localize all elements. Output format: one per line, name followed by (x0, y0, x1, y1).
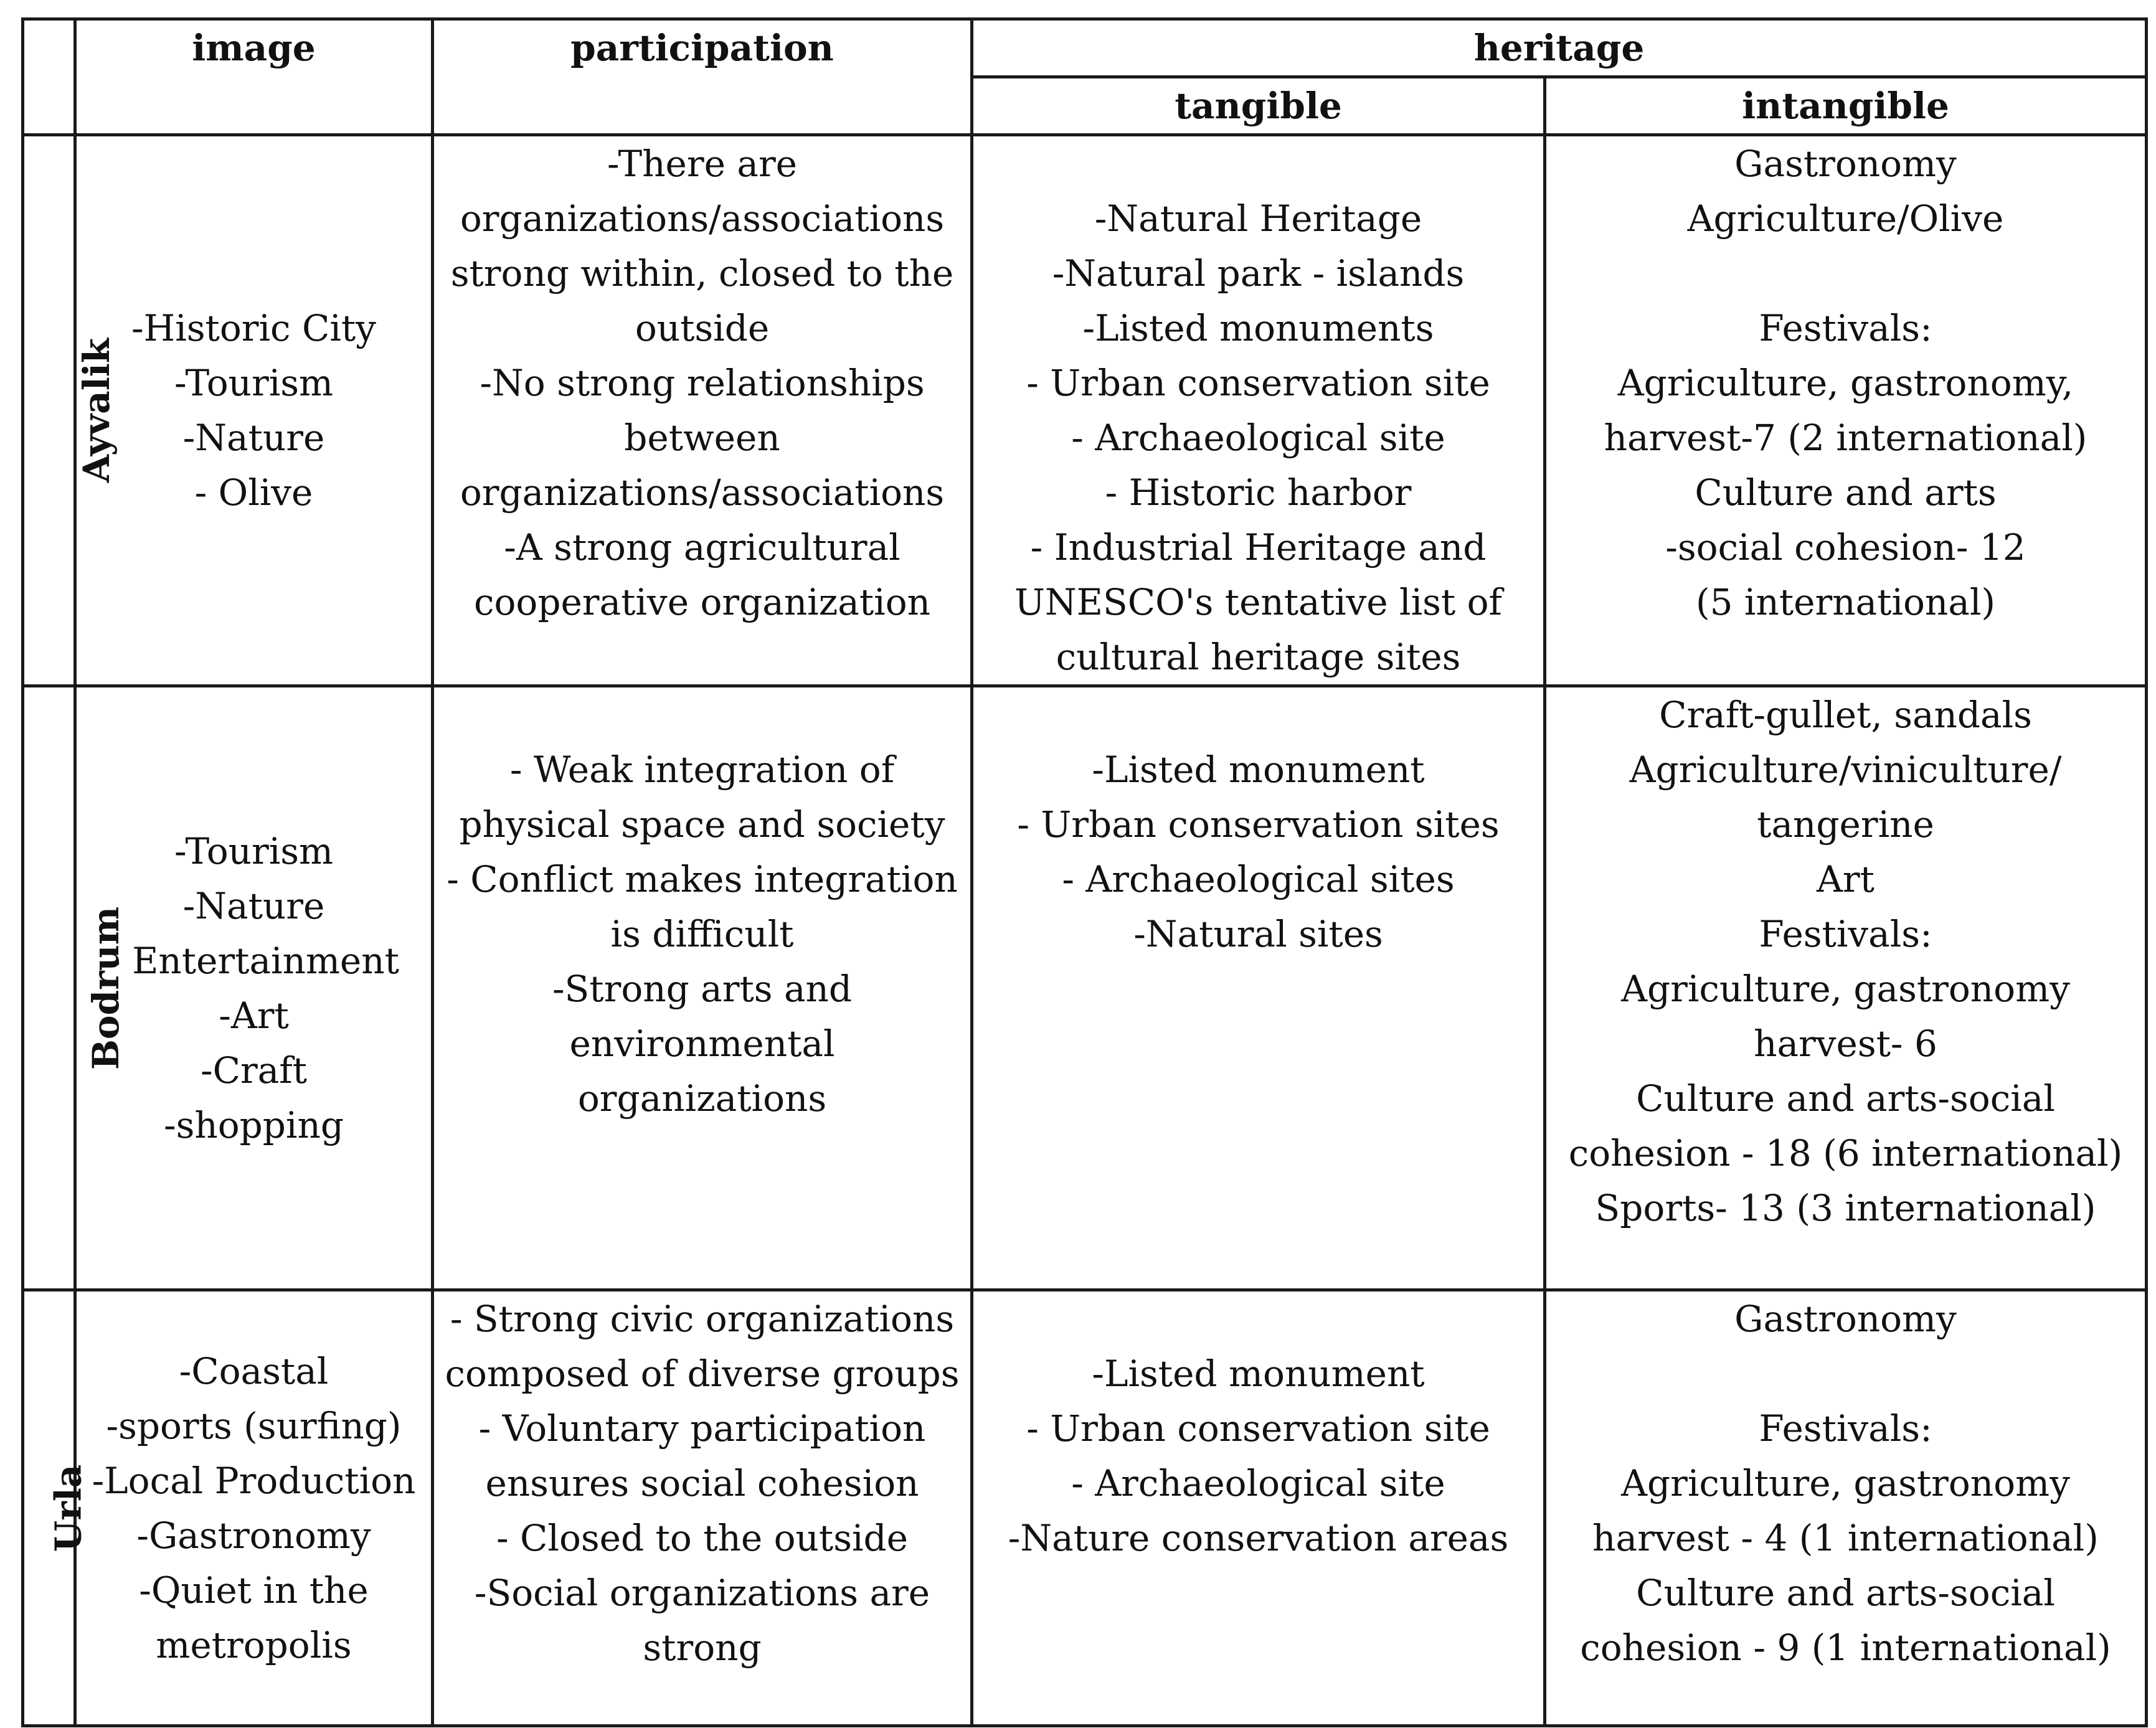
cell-line: harvest - 4 (1 international) (1592, 1517, 2099, 1559)
row-label-urla (23, 1290, 90, 1726)
cell-line: -Tourism (174, 829, 334, 872)
row-label-ayvalik (23, 135, 118, 686)
header-image: image (75, 19, 433, 135)
cell-participation (433, 1290, 972, 1726)
cell-line: - Archaeological sites (1062, 858, 1455, 900)
cell-line: - Olive (194, 471, 313, 514)
cell-line: metropolis (156, 1623, 352, 1666)
cell-line: Craft-gullet, sandals (1659, 694, 2032, 736)
cell-line: - Archaeological site (1071, 1462, 1445, 1504)
cell-image (75, 1290, 433, 1726)
cell-line: Festivals: (1759, 913, 1932, 955)
cell-line: Sports- 13 (3 international) (1595, 1187, 2096, 1229)
cell-line: - Urban conservation site (1026, 362, 1490, 404)
cell-line: cohesion - 18 (6 international) (1568, 1132, 2123, 1174)
cell-line: tangerine (1757, 803, 1934, 846)
cell-line: physical space and society (459, 803, 945, 846)
header-row-1 (23, 19, 2147, 77)
cell-line: -There are (607, 143, 797, 185)
cell-line: Culture and arts-social (1636, 1077, 2055, 1120)
cell-line: Art (1817, 858, 1875, 900)
cell-line: -Listed monument (1092, 748, 1425, 791)
cell-line: - Historic harbor (1105, 471, 1412, 514)
cell-line: -shopping (164, 1103, 344, 1146)
cell-line: cultural heritage sites (1056, 636, 1461, 678)
cell-line: -Nature (182, 884, 325, 927)
cell-tangible (972, 135, 1545, 686)
cell-line: Agriculture/Olive (1687, 197, 2004, 240)
cell-intangible (1545, 135, 2147, 686)
cell-line: Festivals: (1759, 307, 1932, 349)
heritage-comparison-table (21, 17, 2148, 1727)
cell-line: -Strong arts and (552, 968, 853, 1010)
cell-line: - Entertainment (108, 939, 399, 982)
cell-line: Agriculture, gastronomy (1621, 968, 2070, 1010)
cell-line (1550, 246, 2141, 301)
cell-line: - Voluntary participation (478, 1407, 926, 1450)
cell-line: -Nature conservation areas (1008, 1517, 1509, 1559)
header-participation: participation (433, 19, 972, 135)
cell-line: -Natural park - islands (1052, 252, 1465, 295)
cell-line: Gastronomy (1734, 1298, 1957, 1340)
cell-line: Agriculture, gastronomy, (1617, 362, 2074, 404)
cell-line: composed of diverse groups (445, 1353, 960, 1395)
cell-line: - Conflict makes integration (447, 858, 958, 900)
cell-line: -Listed monuments (1082, 307, 1434, 349)
cell-line: -Gastronomy (136, 1514, 371, 1557)
cell-line: - Closed to the outside (496, 1517, 908, 1559)
cell-line: strong within, closed to the (450, 252, 954, 295)
cell-line: -Social organizations are (474, 1572, 930, 1614)
cell-intangible (1545, 686, 2147, 1290)
header-tangible: tangible (972, 77, 1545, 135)
cell-participation (433, 135, 972, 686)
cell-line: Festivals: (1759, 1407, 1932, 1450)
table-row (23, 1290, 2147, 1726)
cell-line: - Weak integration of (509, 748, 895, 791)
row-label-text: Urla (47, 1464, 90, 1552)
cell-line: harvest- 6 (1754, 1022, 1937, 1065)
cell-line: -Coastal (179, 1349, 329, 1392)
cell-line: outside (635, 307, 770, 349)
cell-line: (5 international) (1695, 581, 1996, 623)
header-intangible: intangible (1545, 77, 2147, 135)
cell-line: harvest-7 (2 international) (1604, 417, 2087, 459)
cell-line: -Quiet in the (139, 1569, 369, 1612)
cell-line: Agriculture, gastronomy (1621, 1462, 2070, 1504)
header-heritage: heritage (972, 19, 2147, 77)
cell-line: -Historic City (131, 307, 376, 349)
cell-tangible (972, 1290, 1545, 1726)
row-label-bodrum (23, 686, 128, 1290)
cell-line: Culture and arts-social (1636, 1572, 2055, 1614)
cell-line: - Urban conservation sites (1017, 803, 1500, 846)
cell-line (1550, 1346, 2141, 1401)
cell-line: -Craft (200, 1049, 308, 1092)
cell-line: - Strong civic organizations (450, 1298, 955, 1340)
corner-cell (23, 19, 75, 135)
cell-intangible (1545, 1290, 2147, 1726)
cell-line: organizations (577, 1077, 827, 1120)
cell-line: between (624, 417, 780, 459)
cell-line: ensures social cohesion (485, 1462, 919, 1504)
cell-line: cooperative organization (474, 581, 930, 623)
cell-line: -Natural Heritage (1094, 197, 1422, 240)
cell-line: organizations/associations (460, 197, 945, 240)
cell-line: - Industrial Heritage and (1030, 526, 1487, 569)
table-row (23, 135, 2147, 686)
cell-line: -Natural sites (1133, 913, 1383, 955)
cell-line: -social cohesion- 12 (1665, 526, 2026, 569)
cell-line: -Local Production (92, 1459, 416, 1502)
cell-line: is difficult (610, 913, 794, 955)
cell-line: Agriculture/viniculture/ (1629, 748, 2062, 791)
cell-line: UNESCO's tentative list of (1014, 581, 1503, 623)
cell-line: -Listed monument (1092, 1353, 1425, 1395)
cell-line: -Nature (182, 417, 325, 459)
cell-line: cohesion - 9 (1 international) (1580, 1626, 2111, 1669)
cell-line: -sports (surfing) (106, 1404, 402, 1447)
cell-line: - Archaeological site (1071, 417, 1445, 459)
cell-tangible (972, 686, 1545, 1290)
cell-line: -A strong agricultural (504, 526, 901, 569)
cell-image (75, 135, 433, 686)
row-label-text: Bodrum (85, 906, 128, 1070)
cell-line: - Urban conservation site (1026, 1407, 1490, 1450)
cell-line: -Art (219, 994, 289, 1037)
cell-line: environmental (569, 1022, 835, 1065)
table-row (23, 686, 2147, 1290)
cell-line: -No strong relationships (480, 362, 925, 404)
cell-participation (433, 686, 972, 1290)
cell-line: Gastronomy (1734, 143, 1957, 185)
cell-line: -Tourism (174, 362, 334, 404)
row-label-text: Ayvalik (75, 338, 118, 483)
cell-line: organizations/associations (460, 471, 945, 514)
cell-line: Culture and arts (1695, 471, 1997, 514)
cell-line: strong (643, 1626, 762, 1669)
